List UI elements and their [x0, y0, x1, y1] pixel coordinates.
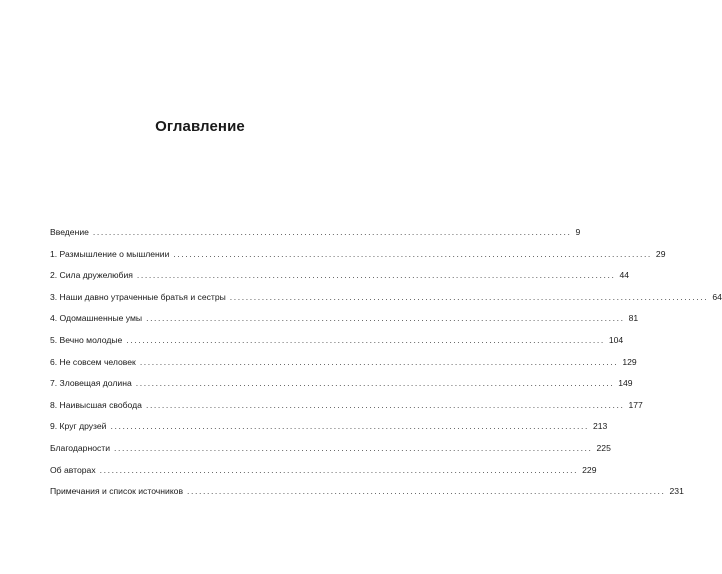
toc-entry-label: Об авторах — [50, 464, 96, 475]
toc-leader-dots: ........................................................................................................................ — [187, 486, 666, 497]
toc-leader-dots: ........................................................................................................................ — [146, 313, 625, 324]
toc-leader-dots: ........................................................................................................................ — [110, 421, 589, 432]
toc-entry-page: 64 — [712, 291, 722, 302]
toc-entry-label: Введение — [50, 227, 89, 237]
toc-leader-dots: ........................................................................................................................ — [99, 464, 579, 475]
toc-entry[interactable] — [50, 373, 633, 395]
toc-leader-dots: ........................................................................................................................ — [114, 442, 593, 453]
toc-entry-label: Примечания и список источников — [50, 486, 184, 497]
toc-entry[interactable] — [50, 222, 581, 244]
toc-entry-page: 104 — [608, 334, 624, 345]
toc-entry-page: 149 — [618, 378, 633, 389]
toc-leader-dots: ........................................................................................................................ — [145, 399, 625, 410]
toc-entry-page: 177 — [628, 399, 643, 410]
toc-entry-page: 229 — [582, 464, 597, 475]
toc-leader-dots: ........................................................................................................................ — [173, 248, 652, 259]
toc-leader-dots: ........................................................................................................................ — [229, 291, 709, 302]
toc-entry-page: 81 — [628, 313, 639, 324]
toc-leader-dots: ........................................................................................................................ — [136, 270, 616, 281]
toc-entry-label: 4. Одомашненные умы — [50, 313, 143, 324]
toc-entry[interactable] — [50, 481, 684, 503]
toc-entry-page: 129 — [622, 356, 637, 367]
toc-entry[interactable] — [50, 244, 666, 266]
toc-entry[interactable] — [50, 352, 637, 374]
toc-entry[interactable] — [50, 330, 624, 352]
toc-entry[interactable] — [50, 460, 597, 482]
toc-entry-label: 9. Круг друзей — [50, 421, 107, 432]
toc-leader-dots: ........................................................................................................................ — [139, 356, 619, 367]
toc-entry-label: 6. Не совсем человек — [50, 356, 136, 367]
toc-entry-page: 213 — [593, 421, 608, 432]
page-title: Оглавление — [155, 118, 245, 135]
toc-entry[interactable] — [50, 265, 629, 287]
toc-entry-label: 2. Сила дружелюбия — [50, 270, 133, 281]
toc-entry-label: 1. Размышление о мышлении — [50, 248, 170, 259]
toc-entry-label: 8. Наивысшая свобода — [50, 399, 142, 410]
toc-entry-label: 5. Вечно молодые — [50, 334, 123, 345]
toc-leader-dots: ........................................................................................................................ — [135, 378, 615, 389]
toc-entry-page: 231 — [669, 486, 684, 497]
toc-entry-label: 7. Зловещая долина — [50, 378, 132, 389]
toc-entry-page: 44 — [619, 270, 629, 281]
toc-leader-dots: ........................................................................................................................ — [126, 334, 605, 345]
table-of-contents — [50, 222, 722, 503]
toc-entry[interactable] — [50, 416, 608, 438]
toc-entry[interactable] — [50, 287, 722, 309]
toc-entry-label: Благодарности — [50, 442, 111, 453]
toc-entry[interactable] — [50, 438, 611, 460]
toc-leader-dots: ........................................................................................................................ — [92, 227, 572, 237]
toc-entry-page: 29 — [655, 248, 666, 259]
toc-entry[interactable] — [50, 395, 643, 417]
toc-entry-label: 3. Наши давно утраченные братья и сестры — [50, 291, 226, 302]
toc-entry-page: 9 — [575, 227, 581, 237]
toc-entry-page: 225 — [596, 442, 611, 453]
toc-entry[interactable] — [50, 308, 639, 330]
